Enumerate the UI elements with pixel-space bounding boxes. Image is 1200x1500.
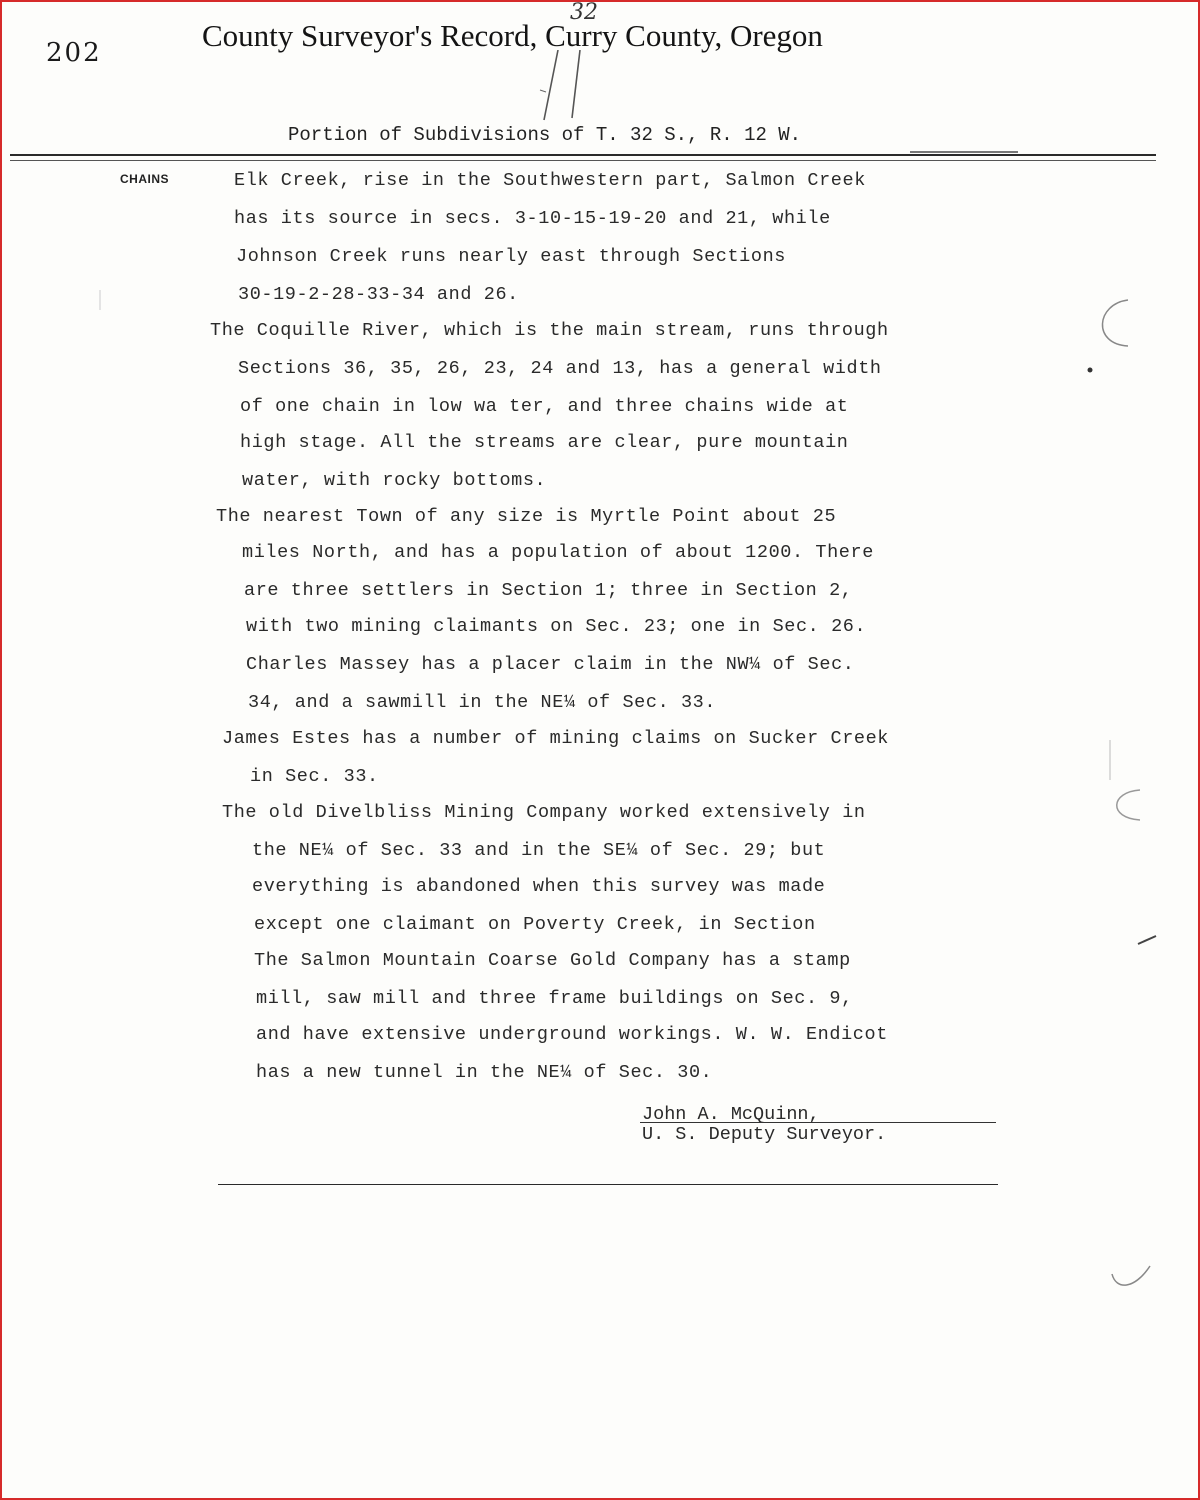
- body-line: Johnson Creek runs nearly east through Sections: [236, 246, 786, 267]
- body-line: everything is abandoned when this survey was made: [252, 876, 826, 897]
- body-line: are three settlers in Section 1; three in Section 2,: [244, 580, 853, 601]
- body-line: The Coquille River, which is the main stream, runs through: [210, 320, 889, 341]
- body-line: James Estes has a number of mining claims on Sucker Creek: [222, 728, 890, 749]
- body-line: has its source in secs. 3-10-15-19-20 and 21, while: [234, 208, 831, 229]
- body-line: the NE¼ of Sec. 33 and in the SE¼ of Sec. 29; but: [252, 840, 826, 861]
- body-line: Sections 36, 35, 26, 23, 24 and 13, has a general width: [238, 358, 882, 379]
- body-line: The Salmon Mountain Coarse Gold Company has a stamp: [254, 950, 851, 971]
- signature-name: John A. McQuinn,: [642, 1104, 820, 1125]
- body-line: Charles Massey has a placer claim in the NW¼ of Sec.: [246, 654, 855, 675]
- body-line: and have extensive underground workings. W. W. Endicot: [256, 1024, 888, 1045]
- body-line: mill, saw mill and three frame buildings on Sec. 9,: [256, 988, 853, 1009]
- signature-title: U. S. Deputy Surveyor.: [642, 1124, 887, 1145]
- body-line: with two mining claimants on Sec. 23; one in Sec. 26.: [246, 616, 867, 637]
- body-line: of one chain in low wa ter, and three chains wide at: [240, 396, 849, 417]
- chains-margin-label: CHAINS: [120, 172, 170, 186]
- body-line: in Sec. 33.: [250, 766, 379, 787]
- page-number: 202: [46, 38, 102, 68]
- body-line: water, with rocky bottoms.: [242, 470, 547, 491]
- body-line: 34, and a sawmill in the NE¼ of Sec. 33.: [248, 692, 717, 713]
- body-line: has a new tunnel in the NE¼ of Sec. 30.: [256, 1062, 713, 1083]
- body-line: Elk Creek, rise in the Southwestern part, Salmon Creek: [234, 170, 866, 191]
- body-line: The old Divelbliss Mining Company worked extensively in: [222, 802, 866, 823]
- body-line: high stage. All the streams are clear, pure mountain: [240, 432, 849, 453]
- handwritten-annotation: 32: [570, 0, 598, 25]
- body-line: except one claimant on Poverty Creek, in Section: [254, 914, 816, 935]
- body-line: miles North, and has a population of about 1200. There: [242, 542, 874, 563]
- body-line: The nearest Town of any size is Myrtle Point about 25: [216, 506, 837, 527]
- page-title: County Surveyor's Record, Curry County, Oregon: [202, 18, 823, 53]
- body-line: 30-19-2-28-33-34 and 26.: [238, 284, 519, 305]
- document-subtitle: Portion of Subdivisions of T. 32 S., R. 12 W.: [288, 124, 802, 146]
